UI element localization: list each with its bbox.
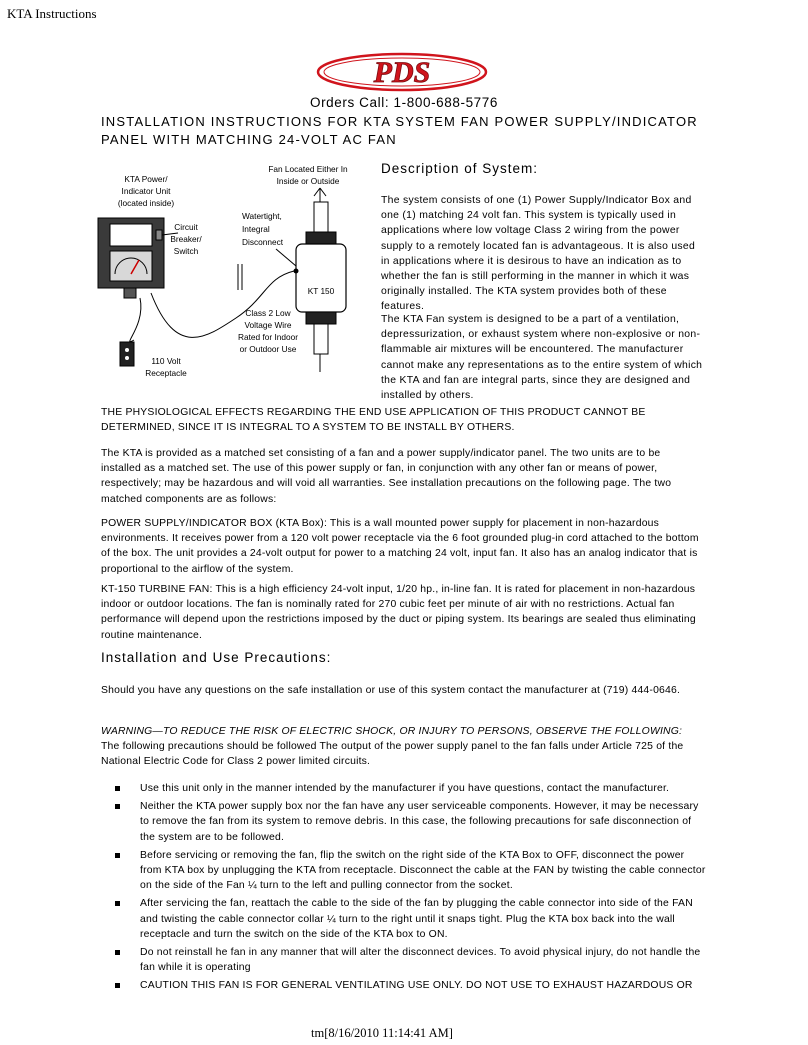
svg-text:Breaker/: Breaker/	[170, 234, 202, 244]
bullet-icon	[115, 853, 120, 858]
svg-text:Disconnect: Disconnect	[242, 237, 284, 247]
contact-paragraph: Should you have any questions on the safe installation or use of this system contact the manufacturer at (719) 444-0646.	[101, 685, 681, 696]
svg-text:Receptacle: Receptacle	[145, 368, 187, 378]
list-item: CAUTION THIS FAN IS FOR GENERAL VENTILATING USE ONLY. DO NOT USE TO EXHAUST HAZARDOUS OR	[108, 978, 708, 993]
warning-paragraph	[101, 724, 701, 770]
list-item: Use this unit only in the manner intended by the manufacturer if you have questions, contact the manufacturer.	[108, 781, 708, 796]
bullet-icon	[115, 804, 120, 809]
pds-logo-text: PDS	[373, 56, 431, 89]
svg-text:KT 150: KT 150	[307, 286, 335, 296]
svg-text:Fan Located Either In: Fan Located Either In	[268, 164, 348, 174]
list-item: After servicing the fan, reattach the cable to the side of the fan by plugging the cable connector into side of the FAN and twisting the cable connector collar ¼ turn to the right until it snaps tight. Plug the KTA box back into the wall receptacle and turn the switch on the side of the KTA box to ON.	[108, 896, 708, 942]
page-header-title: KTA Instructions	[7, 6, 97, 21]
receptacle-icon	[120, 342, 134, 366]
svg-text:Circuit: Circuit	[174, 222, 198, 232]
svg-text:Integral: Integral	[242, 224, 270, 234]
list-item: Before servicing or removing the fan, flip the switch on the right side of the KTA Box to OFF, disconnect the power from KTA box by unplugging the KTA from receptacle. Disconnect the cable at the FAN by twisting the cable connector on the side of the Fan ¼ turn to the left and pulling connector from the socket.	[108, 848, 708, 894]
power-supply-paragraph: POWER SUPPLY/INDICATOR BOX (KTA Box): This is a wall mounted power supply for placement in non-hazardous environments. It receives power from a 120 volt power receptacle via the 6 foot grounded plug-in cord attached to the bottom of the box. The unit provides a 24-volt output for power to a matching 24 volt, input fan. It also has an analog indicator that is proportional to the airflow of the system.	[101, 518, 699, 575]
physiological-notice: THE PHYSIOLOGICAL EFFECTS REGARDING THE END USE APPLICATION OF THIS PRODUCT CANNOT BE DETERMINED, SINCE IT IS INTEGRAL TO A SYSTEM TO BE INSTALL BY OTHERS.	[101, 407, 646, 434]
orders-phone-line: Orders Call: 1-800-688-5776	[309, 95, 499, 110]
svg-text:Inside or Outside: Inside or Outside	[276, 176, 340, 186]
list-item: Do not reinstall he fan in any manner that will alter the disconnect devices. To avoid physical injury, do not handle the fan while it is operating	[108, 945, 708, 975]
svg-text:KTA Power/: KTA Power/	[124, 174, 168, 184]
description-heading: Description of System:	[381, 161, 539, 176]
kta-matched-set-paragraph: The KTA is provided as a matched set consisting of a fan and a power supply/indicator panel. The two units are to be installed as a matched set. The use of this power supply or fan, in conjunction with any other fan or means of power, respectively; may be hazardous and will void all warranties. See installation precautions on the following page. The two matched components are as follows:	[101, 448, 672, 505]
precautions-list	[108, 781, 708, 997]
turbine-fan-paragraph: KT-150 TURBINE FAN: This is a high efficiency 24-volt input, 1/20 hp., in-line fan. It is rated for placement in non-hazardous indoor or outdoor locations. The fan is nominally rated for 270 cubic feet per minute of air with no restrictions. Actual fan performance will depend upon the restrictions imposed by the duct or piping system. Its bearings are sealed thus eliminating routine maintenance.	[101, 584, 696, 641]
page-footer-timestamp: tm[8/16/2010 11:14:41 AM]	[311, 1026, 453, 1040]
svg-text:(located inside): (located inside)	[117, 198, 175, 208]
bullet-icon	[115, 786, 120, 791]
svg-text:Voltage Wire: Voltage Wire	[244, 320, 292, 330]
svg-text:or Outdoor Use: or Outdoor Use	[239, 344, 297, 354]
precautions-heading: Installation and Use Precautions:	[101, 650, 332, 665]
kt150-fan-icon	[294, 188, 347, 372]
page-title: INSTALLATION INSTRUCTIONS FOR KTA SYSTEM FAN POWER SUPPLY/INDICATOR PANEL WITH MATCHING 24-VOLT AC FAN	[101, 114, 698, 147]
system-diagram	[96, 158, 378, 390]
warning-emphasis: WARNING—TO REDUCE THE RISK OF ELECTRIC SHOCK, OR INJURY TO PERSONS, OBSERVE THE FOLLOWING:	[101, 726, 683, 737]
svg-text:Indicator Unit: Indicator Unit	[121, 186, 171, 196]
kta-box-icon	[98, 218, 164, 298]
svg-text:Class 2 Low: Class 2 Low	[245, 308, 291, 318]
svg-text:110 Volt: 110 Volt	[151, 356, 181, 366]
description-paragraph-1: The system consists of one (1) Power Supply/Indicator Box and one (1) matching 24 volt fan. This system is typically used in applications where low voltage Class 2 wiring from the power supply to a remotely located fan is advantageous. It is also used in applications where it is desirous to have an indication as to whether the fan is still performing in the manner in which it was originally installed. The KTA system provides both of these features.	[381, 195, 696, 313]
svg-text:Switch: Switch	[173, 246, 199, 256]
warning-text: The following precautions should be followed The output of the power supply panel to the fan falls under Article 725 of the National Electric Code for Class 2 power limited circuits.	[101, 741, 684, 768]
svg-text:Watertight,: Watertight,	[242, 211, 282, 221]
pds-logo	[316, 52, 488, 92]
svg-text:Rated for Indoor: Rated for Indoor	[238, 332, 298, 342]
list-item: Neither the KTA power supply box nor the fan have any user serviceable components. However, it may be necessary to remove the fan from its system to remove debris. In this case, the following precautions for safe disconnection of the system are to be followed.	[108, 799, 708, 845]
description-paragraph-2: The KTA Fan system is designed to be a part of a ventilation, depressurization, or exhaust system where non-explosive or non-flammable air mixtures will be encountered. The manufacturer cannot make any representations as to the entire system of which the KTA and fan are integral parts, since they are designed and installed by others.	[381, 314, 703, 402]
bullet-icon	[115, 950, 120, 955]
bullet-icon	[115, 901, 120, 906]
bullet-icon	[115, 983, 120, 988]
